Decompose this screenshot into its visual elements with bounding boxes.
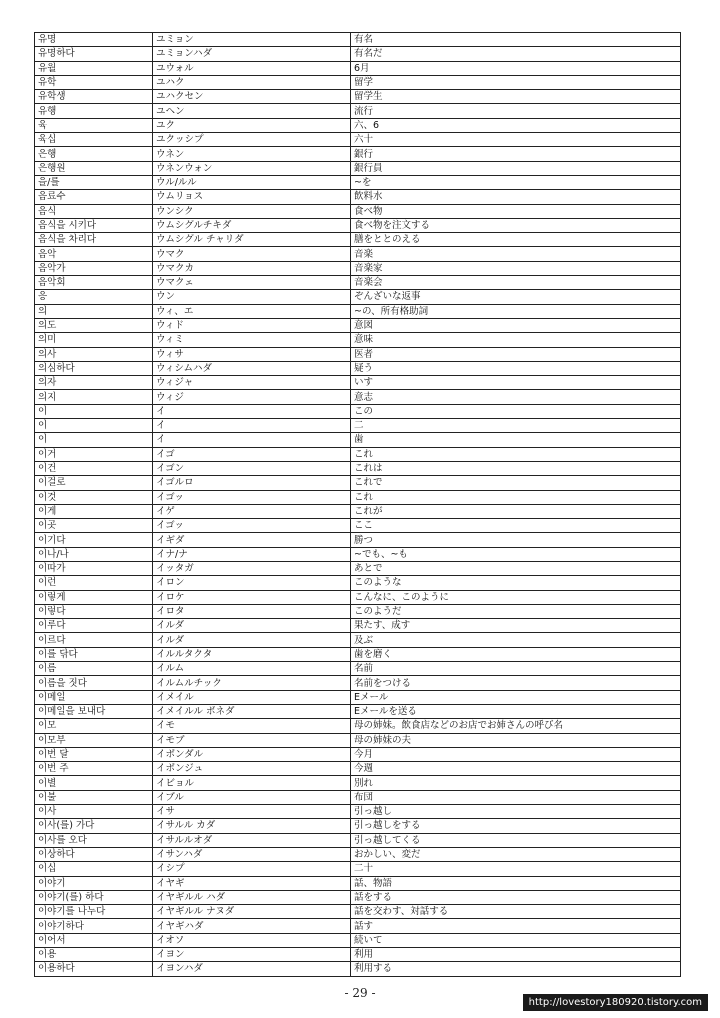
reading-cell: ウネンウォン [153, 161, 351, 175]
korean-word-cell: 이어서 [35, 933, 153, 947]
table-row [35, 776, 681, 790]
meaning-cell: ~を [351, 175, 681, 189]
meaning-cell: 意味 [351, 333, 681, 347]
meaning-cell: これ [351, 447, 681, 461]
table-row [35, 833, 681, 847]
page-number: - 29 - [344, 986, 376, 1000]
table-row [35, 504, 681, 518]
table-row [35, 447, 681, 461]
meaning-cell: これ [351, 490, 681, 504]
meaning-cell: 及ぶ [351, 633, 681, 647]
reading-cell: イルダ [153, 633, 351, 647]
reading-cell: ユハクセン [153, 90, 351, 104]
korean-word-cell: 의미 [35, 333, 153, 347]
korean-word-cell: 이나/나 [35, 547, 153, 561]
meaning-cell: ~でも、~も [351, 547, 681, 561]
table-row [35, 547, 681, 561]
meaning-cell: ここ [351, 519, 681, 533]
table-row [35, 404, 681, 418]
reading-cell: ウマクカ [153, 261, 351, 275]
meaning-cell: 名前をつける [351, 676, 681, 690]
reading-cell: ウマク [153, 247, 351, 261]
reading-cell: イゲ [153, 504, 351, 518]
table-row [35, 233, 681, 247]
table-row [35, 890, 681, 904]
meaning-cell: 今週 [351, 762, 681, 776]
meaning-cell: 医者 [351, 347, 681, 361]
meaning-cell: 音楽家 [351, 261, 681, 275]
reading-cell: イボンジュ [153, 762, 351, 776]
reading-cell: イサルル カダ [153, 819, 351, 833]
table-row [35, 590, 681, 604]
korean-word-cell: 음료수 [35, 190, 153, 204]
reading-cell: イゴン [153, 461, 351, 475]
table-row [35, 75, 681, 89]
table-row [35, 519, 681, 533]
reading-cell: イメイルル ボネダ [153, 704, 351, 718]
meaning-cell: 疑う [351, 361, 681, 375]
korean-word-cell: 음악 [35, 247, 153, 261]
meaning-cell: おかしい、変だ [351, 847, 681, 861]
table-row [35, 847, 681, 861]
reading-cell: ユク [153, 118, 351, 132]
meaning-cell: 有名だ [351, 47, 681, 61]
reading-cell: イヤギルル ハダ [153, 890, 351, 904]
reading-cell: ウン [153, 290, 351, 304]
meaning-cell: 話をする [351, 890, 681, 904]
reading-cell: イルムルチック [153, 676, 351, 690]
table-row [35, 247, 681, 261]
vocabulary-table-body [35, 33, 681, 977]
meaning-cell: これは [351, 461, 681, 475]
reading-cell: ユミョンハダ [153, 47, 351, 61]
reading-cell: イロタ [153, 604, 351, 618]
reading-cell: イゴ [153, 447, 351, 461]
table-row [35, 333, 681, 347]
table-row [35, 647, 681, 661]
meaning-cell: Eメールを送る [351, 704, 681, 718]
table-row [35, 576, 681, 590]
korean-word-cell: 이름을 짓다 [35, 676, 153, 690]
reading-cell: イボンダル [153, 747, 351, 761]
reading-cell: イヨンハダ [153, 962, 351, 976]
reading-cell: ユハク [153, 75, 351, 89]
meaning-cell: このような [351, 576, 681, 590]
table-row [35, 261, 681, 275]
meaning-cell: 意志 [351, 390, 681, 404]
table-row [35, 719, 681, 733]
reading-cell: イナ/ナ [153, 547, 351, 561]
reading-cell: イゴルロ [153, 476, 351, 490]
table-row [35, 819, 681, 833]
reading-cell: ユクッシプ [153, 133, 351, 147]
meaning-cell: 話を交わす、対話する [351, 905, 681, 919]
table-row [35, 218, 681, 232]
korean-word-cell: 은행원 [35, 161, 153, 175]
korean-word-cell: 의심하다 [35, 361, 153, 375]
korean-word-cell: 응 [35, 290, 153, 304]
korean-word-cell: 유학생 [35, 90, 153, 104]
reading-cell: ウネン [153, 147, 351, 161]
meaning-cell: 続いて [351, 933, 681, 947]
reading-cell: ウマクェ [153, 276, 351, 290]
table-row [35, 175, 681, 189]
table-row [35, 161, 681, 175]
reading-cell: ウィ、エ [153, 304, 351, 318]
reading-cell: ウィジャ [153, 376, 351, 390]
reading-cell: イ [153, 404, 351, 418]
table-row [35, 133, 681, 147]
korean-word-cell: 이모 [35, 719, 153, 733]
reading-cell: イルルタクタ [153, 647, 351, 661]
table-row [35, 47, 681, 61]
korean-word-cell: 이건 [35, 461, 153, 475]
korean-word-cell: 이메일을 보내다 [35, 704, 153, 718]
table-row [35, 276, 681, 290]
meaning-cell: 銀行 [351, 147, 681, 161]
table-row [35, 376, 681, 390]
meaning-cell: 布団 [351, 790, 681, 804]
reading-cell: ウィジ [153, 390, 351, 404]
table-row [35, 905, 681, 919]
table-row [35, 90, 681, 104]
korean-word-cell: 이야기(를) 하다 [35, 890, 153, 904]
meaning-cell: 歯を磨く [351, 647, 681, 661]
korean-word-cell: 이름 [35, 662, 153, 676]
reading-cell: ウィシムハダ [153, 361, 351, 375]
reading-cell: ウンシク [153, 204, 351, 218]
korean-word-cell: 의도 [35, 318, 153, 332]
reading-cell: イ [153, 419, 351, 433]
reading-cell: イヤギ [153, 876, 351, 890]
reading-cell: ウル/ルル [153, 175, 351, 189]
korean-word-cell: 이야기하다 [35, 919, 153, 933]
meaning-cell: 食べ物 [351, 204, 681, 218]
table-row [35, 619, 681, 633]
meaning-cell: ぞんざいな返事 [351, 290, 681, 304]
meaning-cell: 留学 [351, 75, 681, 89]
korean-word-cell: 이 [35, 419, 153, 433]
korean-word-cell: 이별 [35, 776, 153, 790]
korean-word-cell: 이사(를) 가다 [35, 819, 153, 833]
reading-cell: イロン [153, 576, 351, 590]
reading-cell: イサルルオダ [153, 833, 351, 847]
meaning-cell: 有名 [351, 33, 681, 47]
meaning-cell: 果たす、成す [351, 619, 681, 633]
korean-word-cell: 음식을 시키다 [35, 218, 153, 232]
reading-cell: イヤギルル ナヌダ [153, 905, 351, 919]
korean-word-cell: 유월 [35, 61, 153, 75]
meaning-cell: 意図 [351, 318, 681, 332]
meaning-cell: あとで [351, 561, 681, 575]
meaning-cell: これが [351, 504, 681, 518]
table-row [35, 290, 681, 304]
meaning-cell: 6月 [351, 61, 681, 75]
korean-word-cell: 이렇다 [35, 604, 153, 618]
table-row [35, 433, 681, 447]
korean-word-cell: 의 [35, 304, 153, 318]
table-row [35, 948, 681, 962]
meaning-cell: 今月 [351, 747, 681, 761]
table-row [35, 147, 681, 161]
korean-word-cell: 유명 [35, 33, 153, 47]
meaning-cell: 流行 [351, 104, 681, 118]
table-row [35, 347, 681, 361]
table-row [35, 633, 681, 647]
table-row [35, 461, 681, 475]
table-row [35, 561, 681, 575]
korean-word-cell: 이사 [35, 805, 153, 819]
reading-cell: イシプ [153, 862, 351, 876]
korean-word-cell: 은행 [35, 147, 153, 161]
korean-word-cell: 육 [35, 118, 153, 132]
meaning-cell: 引っ越しをする [351, 819, 681, 833]
meaning-cell: 二 [351, 419, 681, 433]
table-row [35, 747, 681, 761]
table-row [35, 190, 681, 204]
reading-cell: イルム [153, 662, 351, 676]
korean-word-cell: 의지 [35, 390, 153, 404]
reading-cell: イメイル [153, 690, 351, 704]
table-row [35, 662, 681, 676]
korean-word-cell: 음악회 [35, 276, 153, 290]
reading-cell: ユウォル [153, 61, 351, 75]
meaning-cell: 話、物語 [351, 876, 681, 890]
meaning-cell: Eメール [351, 690, 681, 704]
korean-word-cell: 을/를 [35, 175, 153, 189]
table-row [35, 476, 681, 490]
table-row [35, 490, 681, 504]
korean-word-cell: 음악가 [35, 261, 153, 275]
korean-word-cell: 이모부 [35, 733, 153, 747]
reading-cell: イゴッ [153, 519, 351, 533]
korean-word-cell: 육십 [35, 133, 153, 147]
reading-cell: ウィド [153, 318, 351, 332]
korean-word-cell: 이 [35, 433, 153, 447]
table-row [35, 676, 681, 690]
reading-cell: イッタガ [153, 561, 351, 575]
korean-word-cell: 이야기 [35, 876, 153, 890]
table-row [35, 318, 681, 332]
table-row [35, 61, 681, 75]
table-row [35, 361, 681, 375]
meaning-cell: 利用する [351, 962, 681, 976]
reading-cell: イブル [153, 790, 351, 804]
reading-cell: ウムシグル チャリダ [153, 233, 351, 247]
table-row [35, 33, 681, 47]
reading-cell: イギダ [153, 533, 351, 547]
table-row [35, 704, 681, 718]
reading-cell: イゴッ [153, 490, 351, 504]
korean-word-cell: 음식을 차리다 [35, 233, 153, 247]
korean-word-cell: 이번 주 [35, 762, 153, 776]
korean-word-cell: 유학 [35, 75, 153, 89]
meaning-cell: 別れ [351, 776, 681, 790]
korean-word-cell: 이번 달 [35, 747, 153, 761]
meaning-cell: 膳をととのえる [351, 233, 681, 247]
korean-word-cell: 이게 [35, 504, 153, 518]
reading-cell: イヨン [153, 948, 351, 962]
meaning-cell: こんなに、このように [351, 590, 681, 604]
korean-word-cell: 의자 [35, 376, 153, 390]
table-row [35, 862, 681, 876]
korean-word-cell: 이용 [35, 948, 153, 962]
korean-word-cell: 이야기를 나누다 [35, 905, 153, 919]
korean-word-cell: 이기다 [35, 533, 153, 547]
korean-word-cell: 이상하다 [35, 847, 153, 861]
table-row [35, 304, 681, 318]
table-row [35, 733, 681, 747]
meaning-cell: 勝つ [351, 533, 681, 547]
korean-word-cell: 음식 [35, 204, 153, 218]
meaning-cell: 銀行員 [351, 161, 681, 175]
korean-word-cell: 이십 [35, 862, 153, 876]
meaning-cell: 引っ越し [351, 805, 681, 819]
korean-word-cell: 이따가 [35, 561, 153, 575]
reading-cell: ウムシグルチキダ [153, 218, 351, 232]
table-row [35, 790, 681, 804]
table-row [35, 604, 681, 618]
reading-cell: イサ [153, 805, 351, 819]
korean-word-cell: 이루다 [35, 619, 153, 633]
table-row [35, 919, 681, 933]
meaning-cell: 六、6 [351, 118, 681, 132]
korean-word-cell: 이불 [35, 790, 153, 804]
meaning-cell: 飲料水 [351, 190, 681, 204]
vocabulary-table [34, 32, 681, 977]
meaning-cell: 六十 [351, 133, 681, 147]
meaning-cell: この [351, 404, 681, 418]
korean-word-cell: 의사 [35, 347, 153, 361]
table-row [35, 104, 681, 118]
reading-cell: ウィミ [153, 333, 351, 347]
korean-word-cell: 유행 [35, 104, 153, 118]
meaning-cell: 音楽会 [351, 276, 681, 290]
reading-cell: ウムリョス [153, 190, 351, 204]
meaning-cell: 歯 [351, 433, 681, 447]
reading-cell: ユヘン [153, 104, 351, 118]
reading-cell: イルダ [153, 619, 351, 633]
table-row [35, 204, 681, 218]
reading-cell: イヤギハダ [153, 919, 351, 933]
korean-word-cell: 이메일 [35, 690, 153, 704]
korean-word-cell: 이곳 [35, 519, 153, 533]
reading-cell: イビョル [153, 776, 351, 790]
meaning-cell: 食べ物を注文する [351, 218, 681, 232]
korean-word-cell: 이것 [35, 490, 153, 504]
table-row [35, 690, 681, 704]
table-row [35, 762, 681, 776]
meaning-cell: 母の姉妹の夫 [351, 733, 681, 747]
korean-word-cell: 이르다 [35, 633, 153, 647]
reading-cell: ウィサ [153, 347, 351, 361]
meaning-cell: ~の、所有格助詞 [351, 304, 681, 318]
table-row [35, 962, 681, 976]
meaning-cell: これで [351, 476, 681, 490]
table-row [35, 805, 681, 819]
meaning-cell: このようだ [351, 604, 681, 618]
table-row [35, 118, 681, 132]
table-row [35, 533, 681, 547]
korean-word-cell: 이용하다 [35, 962, 153, 976]
table-row [35, 419, 681, 433]
meaning-cell: 利用 [351, 948, 681, 962]
meaning-cell: 引っ越してくる [351, 833, 681, 847]
korean-word-cell: 이런 [35, 576, 153, 590]
reading-cell: イモブ [153, 733, 351, 747]
reading-cell: イオソ [153, 933, 351, 947]
meaning-cell: いす [351, 376, 681, 390]
korean-word-cell: 이렇게 [35, 590, 153, 604]
table-row [35, 876, 681, 890]
reading-cell: イサンハダ [153, 847, 351, 861]
reading-cell: イロケ [153, 590, 351, 604]
meaning-cell: 留学生 [351, 90, 681, 104]
meaning-cell: 話す [351, 919, 681, 933]
reading-cell: イモ [153, 719, 351, 733]
reading-cell: イ [153, 433, 351, 447]
table-row [35, 390, 681, 404]
korean-word-cell: 이 [35, 404, 153, 418]
meaning-cell: 音楽 [351, 247, 681, 261]
reading-cell: ユミョン [153, 33, 351, 47]
korean-word-cell: 유명하다 [35, 47, 153, 61]
korean-word-cell: 이를 닦다 [35, 647, 153, 661]
meaning-cell: 名前 [351, 662, 681, 676]
korean-word-cell: 이사를 오다 [35, 833, 153, 847]
watermark-url: http://lovestory180920.tistory.com [523, 994, 708, 1011]
meaning-cell: 二十 [351, 862, 681, 876]
table-row [35, 933, 681, 947]
korean-word-cell: 이거 [35, 447, 153, 461]
korean-word-cell: 이걸로 [35, 476, 153, 490]
meaning-cell: 母の姉妹。飲食店などのお店でお姉さんの呼び名 [351, 719, 681, 733]
